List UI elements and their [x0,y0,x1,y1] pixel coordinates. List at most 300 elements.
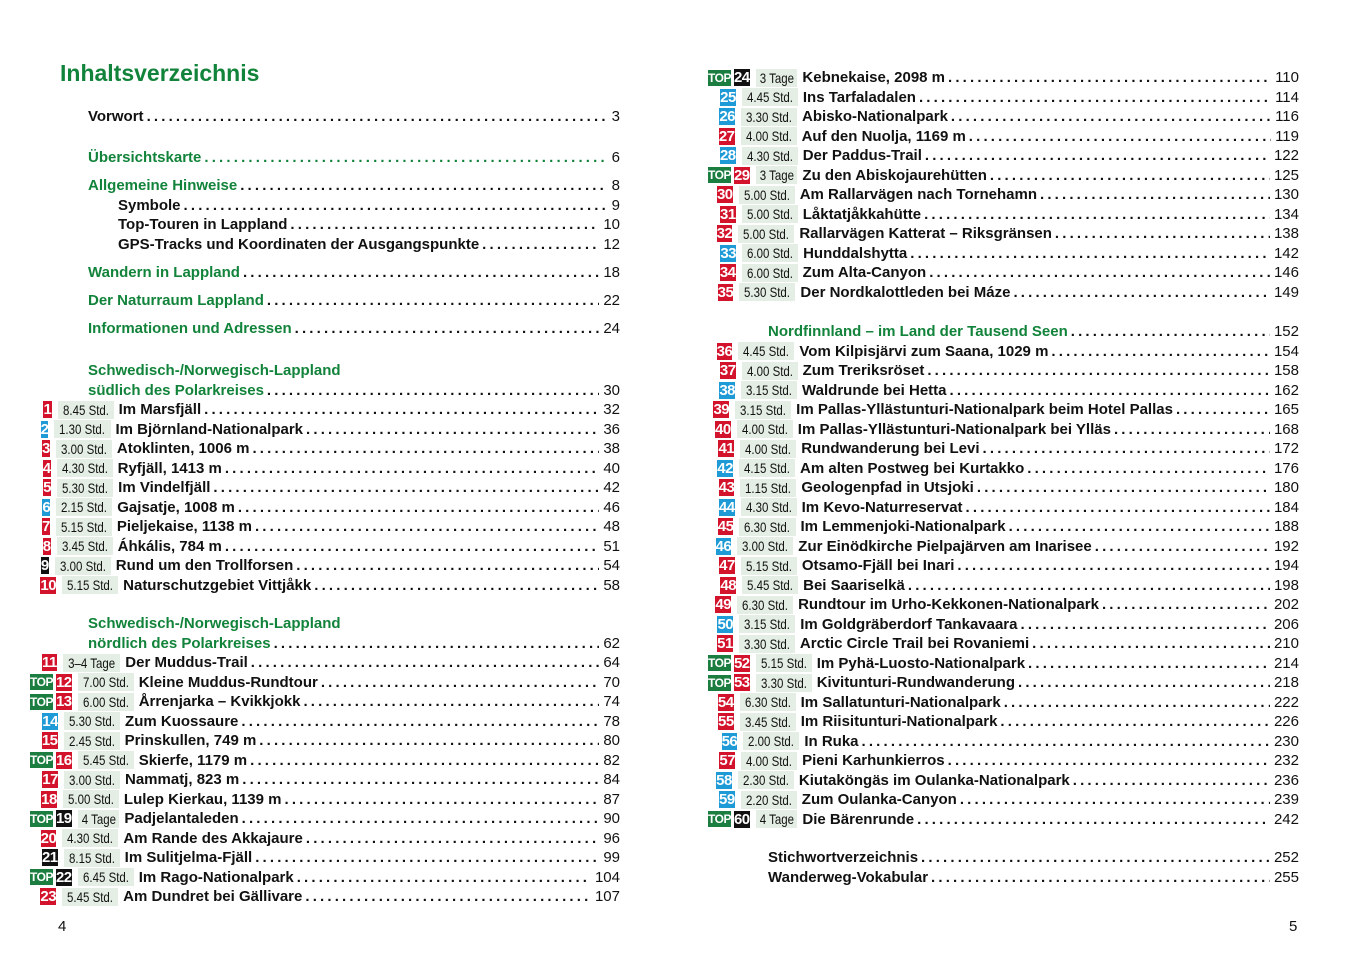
toc-entry-wandern[interactable] [88,263,620,283]
tour-entry-24[interactable] [708,68,1299,88]
entry-title: Stichwortverzeichnis [768,849,919,867]
dot-leader [969,128,1271,145]
entry-title: Vorwort [88,108,144,126]
tour-entry-26[interactable] [708,107,1299,127]
entry-page: 162 [1273,381,1299,399]
duration-text: 5.00 Std. [743,225,790,242]
tour-entry-10[interactable] [30,576,620,596]
entry-page: 222 [1273,693,1299,711]
dot-leader [242,810,600,827]
toc-entry-naturraum[interactable] [88,291,620,311]
top-badge-slot [30,655,39,671]
tour-title: Kleine Muddus-Rundtour [138,673,318,691]
tour-entry-14[interactable] [30,712,620,732]
dot-leader [1073,772,1270,789]
tour-number-badge: 13 [55,693,72,711]
tour-entry-45[interactable] [708,517,1299,537]
duration-text: 2.45 Std. [68,732,115,749]
tour-entry-11[interactable] [30,653,620,673]
tour-number-badge: 52 [733,654,750,672]
tour-title: Ryfjäll, 1413 m [117,459,222,477]
dot-leader [267,382,599,399]
entry-page: 74 [603,693,620,711]
tour-entry-34[interactable] [708,263,1299,283]
tour-title: Låktatjåkkahütte [802,205,922,223]
duration-label [62,829,118,847]
tour-entry-4[interactable] [30,459,620,479]
tour-title: Am Rallarvägen nach Tornehamn [799,186,1037,204]
tour-entry-30[interactable] [708,185,1299,205]
top-badge-slot [30,421,38,437]
duration-text: 5.15 Std. [745,557,792,574]
duration-label [739,283,795,301]
tour-entry-16[interactable] [30,751,620,771]
section-heading-nordfinnland[interactable] [768,322,1299,342]
tour-entry-28[interactable] [708,146,1299,166]
duration-text: 6.30 Std. [742,596,789,613]
tour-number-badge: 15 [41,732,58,750]
tour-number-badge: 47 [719,557,735,575]
dot-leader [948,752,1270,769]
tour-title: Kebnekaise, 2098 m [802,69,946,87]
tour-entry-6[interactable] [30,498,620,518]
dot-leader [321,674,599,691]
duration-text: 3.45 Std. [61,538,108,555]
tour-entry-41[interactable] [708,439,1299,459]
entry-page: 198 [1273,576,1299,594]
entry-page: 10 [603,216,620,234]
entry-page: 110 [1275,69,1299,87]
duration-label [739,635,795,653]
tour-entry-55[interactable] [708,712,1299,732]
tour-number-badge: 40 [715,420,731,438]
tour-list-schweden-nord [708,68,1299,302]
tour-entry-29[interactable] [708,166,1299,186]
tour-number-badge: 41 [718,440,735,458]
tour-entry-56[interactable] [708,732,1299,752]
toc-entry-informationen[interactable] [88,319,620,339]
duration-text: 3.00 Std. [742,538,789,555]
tour-title: Rundwanderung bei Levi [801,440,980,458]
entry-page: 9 [611,196,620,214]
toc-group-index [768,848,1299,887]
duration-label [54,420,110,438]
dot-leader [184,197,608,214]
tour-number-badge: 45 [717,518,734,536]
entry-page: 255 [1273,868,1299,886]
tour-entry-54[interactable] [708,693,1299,713]
top-badge: TOP [708,70,731,85]
dot-leader [297,869,591,886]
tour-number-badge: 14 [42,712,58,730]
top-badge-slot [30,791,38,807]
duration-text: 4.30 Std. [745,499,792,516]
tour-entry-15[interactable] [30,731,620,751]
tour-number-badge: 43 [718,479,735,497]
duration-text: 3 Tage [759,69,794,86]
duration-text: 4 Tage [759,811,794,828]
tour-title: Zum Kuossaure [125,712,239,730]
entry-page: 107 [594,888,620,906]
tour-entry-60[interactable] [708,810,1299,830]
tour-entry-52[interactable] [708,654,1299,674]
toc-entry-vorwort[interactable] [88,107,620,127]
tour-entry-51[interactable] [708,634,1299,654]
tour-entry-50[interactable] [708,615,1299,635]
entry-page: 116 [1275,108,1299,126]
tour-number-badge: 11 [42,654,57,672]
duration-label [738,771,794,789]
section-heading-nord[interactable] [88,614,620,653]
tour-title: Im Pyhä-Luosto-Nationalpark [816,654,1026,672]
dot-leader [306,830,599,847]
tour-number-badge: 9 [40,557,49,575]
tour-entry-20[interactable] [30,829,620,849]
entry-page: 90 [603,810,620,828]
tour-entry-23[interactable] [30,887,620,907]
tour-entry-18[interactable] [30,790,620,810]
dot-leader [951,108,1271,125]
duration-label [58,401,114,419]
top-badge: TOP [30,675,53,690]
duration-label [738,342,794,360]
tour-number-badge: 23 [40,888,57,906]
dot-leader [1018,674,1270,691]
tour-title: Am Dundret bei Gällivare [123,888,303,906]
duration-label [741,108,797,126]
tour-title: Im Sallatunturi-Nationalpark [800,693,1001,711]
entry-page: 142 [1273,244,1299,262]
duration-text: 5.00 Std. [746,206,793,223]
toc-group-allgemeine-hinweise [88,176,620,254]
tour-number-badge: 29 [733,166,750,184]
tour-number-badge: 12 [55,673,72,691]
top-badge-slot [30,772,39,788]
tour-title: Im Sulitjelma-Fjäll [124,849,253,867]
tour-entry-8[interactable] [30,537,620,557]
tour-entry-46[interactable] [708,537,1299,557]
toc-entry[interactable] [768,868,1299,888]
duration-text: 5.15 Std. [67,577,114,594]
tour-title: Im Riisitunturi-Nationalpark [800,713,998,731]
top-badge-slot [708,382,716,398]
tour-entry-48[interactable] [708,576,1299,596]
dot-leader [296,557,599,574]
duration-label [56,518,112,536]
tour-entry-32[interactable] [708,224,1299,244]
tour-entry-43[interactable] [708,478,1299,498]
tour-entry-1[interactable] [30,400,620,420]
entry-page: 87 [603,790,620,808]
dot-leader [862,733,1270,750]
top-badge-slot [708,128,716,144]
entry-page: 84 [603,771,620,789]
dot-leader [255,849,599,866]
tour-entry-25[interactable] [708,88,1299,108]
duration-text: 4.00 Std. [745,128,792,145]
tour-entry-37[interactable] [708,361,1299,381]
page-title: Inhaltsverzeichnis [60,60,260,86]
tour-entry-42[interactable] [708,459,1299,479]
duration-text: 3.15 Std. [746,382,793,399]
toc-entry[interactable] [88,215,620,235]
duration-label [741,127,797,145]
dot-leader [931,869,1270,886]
dot-leader [225,538,599,555]
duration-text: 3–4 Tage [68,654,116,671]
duration-text: 4.00 Std. [746,362,793,379]
top-badge-slot [708,753,716,769]
tour-entry-9[interactable] [30,556,620,576]
dot-leader [241,713,599,730]
entry-page: 218 [1273,674,1299,692]
top-badge: TOP [30,870,53,885]
tour-title: Im Marsfjäll [118,401,202,419]
dot-leader [267,292,599,309]
tour-entry-33[interactable] [708,244,1299,264]
tour-title: Zum Treriksröset [802,362,925,380]
duration-text: 1.30 Std. [59,421,106,438]
tour-entry-2[interactable] [30,420,620,440]
entry-page: 194 [1273,557,1299,575]
dot-leader [240,177,607,194]
top-badge-slot [708,519,715,535]
dot-leader [243,264,599,281]
tour-list-nord [30,653,620,907]
top-badge-slot [30,713,39,729]
tour-number-badge: 1 [43,401,52,419]
duration-text: 4.00 Std. [746,752,793,769]
tour-title: Zur Einödkirche Pielpajärven am Inarisee [798,537,1092,555]
entry-page: 242 [1273,810,1299,828]
duration-label [741,381,797,399]
tour-entry-49[interactable] [708,595,1299,615]
duration-text: 8.15 Std. [68,849,115,866]
tour-title: Lulep Kierkau, 1139 m [123,790,282,808]
duration-text: 4.30 Std. [61,460,108,477]
tour-title: Áhkális, 784 m [117,537,222,555]
top-badge-slot [708,421,712,437]
duration-label [756,69,798,87]
top-badge: TOP [30,694,53,709]
tour-entry-38[interactable] [708,381,1299,401]
duration-label [738,225,794,243]
top-badge-slot [708,206,717,222]
top-badge-slot [30,538,40,554]
tour-entry-12[interactable] [30,673,620,693]
tour-title: Skierfe, 1179 m [138,751,248,769]
dot-leader [252,440,599,457]
tour-entry-36[interactable] [708,342,1299,362]
top-badge-slot [708,694,715,710]
tour-entry-59[interactable] [708,790,1299,810]
entry-page: 158 [1273,362,1299,380]
dot-leader [977,479,1270,496]
toc-entry[interactable] [88,196,620,216]
duration-text: 3.30 Std. [743,635,790,652]
entry-title: Wanderweg-Vokabular [768,868,929,886]
duration-text: 5.15 Std. [60,518,107,535]
duration-label [739,518,795,536]
duration-text: 3.30 Std. [746,108,793,125]
entry-title: Der Naturraum Lappland [88,292,264,310]
tour-number-badge: 39 [713,401,730,419]
tour-entry-5[interactable] [30,478,620,498]
entry-page: 24 [603,320,620,338]
entry-page: 114 [1275,88,1299,106]
entry-page: 36 [603,420,620,438]
tour-number-badge: 33 [720,244,737,262]
dot-leader [213,479,599,496]
tour-entry-21[interactable] [30,848,620,868]
top-badge-slot [708,792,716,808]
tour-title: Kivitunturi-Rundwanderung [816,674,1015,692]
top-badge: TOP [708,812,731,827]
entry-title: Symbole [118,196,181,214]
tour-entry-40[interactable] [708,420,1299,440]
duration-label [64,732,120,750]
dot-leader [957,557,1270,574]
section-heading-sued[interactable] [88,361,620,400]
tour-entry-22[interactable] [30,868,620,888]
entry-page: 8 [611,177,620,195]
page-number-left: 4 [58,918,67,935]
tour-number-badge: 16 [55,751,72,769]
duration-label [740,440,796,458]
dot-leader [1102,596,1270,613]
entry-page: 232 [1273,752,1299,770]
duration-text: 5.00 Std. [67,791,114,808]
duration-text: 4.45 Std. [746,89,793,106]
tour-title: Zu den Abiskojaurehütten [802,166,987,184]
dot-leader [1004,694,1270,711]
tour-entry-3[interactable] [30,439,620,459]
dot-leader [284,791,599,808]
dot-leader [1114,421,1270,438]
dot-leader [1027,460,1270,477]
dot-leader [908,577,1270,594]
toc-entry-uebersichtskarte[interactable] [88,148,620,168]
tour-title: Im Vindelfjäll [118,479,211,497]
toc-entry[interactable] [88,235,620,255]
entry-page: 130 [1273,186,1299,204]
duration-label [78,868,134,886]
duration-label [742,264,798,282]
duration-text: 5.30 Std. [744,284,791,301]
tour-title: Rallarvägen Katterat – Riksgränsen [799,225,1052,243]
dot-leader [910,245,1270,262]
entry-page: 168 [1273,420,1299,438]
dot-leader [927,362,1270,379]
top-badge-slot [30,850,39,866]
entry-title: Übersichtskarte [88,149,202,167]
tour-number-badge: 58 [716,771,732,789]
dot-leader [306,421,599,438]
toc-entry[interactable] [88,176,620,196]
tour-title: Im Lemmenjoki-Nationalpark [800,518,1006,536]
duration-label [741,791,797,809]
section-line2: südlich des Polarkreises [88,381,264,399]
tour-entry-53[interactable] [708,673,1299,693]
tour-title: Der Nordkalottleden bei Máze [800,283,1011,301]
entry-page: 176 [1273,459,1299,477]
top-badge-slot [708,636,714,652]
top-badge-slot [708,558,716,574]
toc-entry[interactable] [768,848,1299,868]
tour-entry-31[interactable] [708,205,1299,225]
tour-entry-27[interactable] [708,127,1299,147]
entry-page: 48 [603,518,620,536]
tour-number-badge: 25 [720,88,736,106]
tour-entry-35[interactable] [708,283,1299,303]
entry-page: 78 [603,712,620,730]
dot-leader [921,849,1270,866]
tour-entry-39[interactable] [708,400,1299,420]
duration-text: 6.00 Std. [82,693,129,710]
entry-page: 184 [1273,498,1299,516]
duration-text: 4.00 Std. [745,440,792,457]
duration-text: 2.15 Std. [61,499,108,516]
tour-number-badge: 6 [42,498,51,516]
dot-leader [1071,323,1270,340]
duration-label [737,596,793,614]
duration-text: 4 Tage [81,810,116,827]
tour-entry-13[interactable] [30,692,620,712]
top-badge-slot [708,89,717,105]
duration-text: 2.20 Std. [745,791,792,808]
tour-entry-57[interactable] [708,751,1299,771]
dot-leader [917,811,1270,828]
duration-text: 1.15 Std. [745,479,792,496]
tour-number-badge: 34 [719,264,736,282]
tour-entry-58[interactable] [708,771,1299,791]
dot-leader [242,771,599,788]
tour-title: Padjelantaleden [124,810,239,828]
dot-leader [314,577,599,594]
entry-page: 6 [611,149,620,167]
duration-label [739,459,795,477]
tour-entry-7[interactable] [30,517,620,537]
entry-page: 3 [611,108,620,126]
top-badge-slot [708,714,715,730]
entry-title: Allgemeine Hinweise [88,177,238,195]
tour-entry-17[interactable] [30,770,620,790]
entry-page: 82 [603,751,620,769]
tour-entry-19[interactable] [30,809,620,829]
tour-title: Im Rago-Nationalpark [138,868,294,886]
top-badge-slot [708,343,714,359]
tour-entry-47[interactable] [708,556,1299,576]
entry-page: 202 [1273,596,1299,614]
dot-leader [305,888,591,905]
tour-title: Vom Kilpisjärvi zum Saana, 1029 m [799,342,1049,360]
duration-text: 4.30 Std. [746,147,793,164]
tour-number-badge: 44 [718,498,735,516]
entry-page: 122 [1273,147,1299,165]
top-badge-slot [30,889,37,905]
tour-title: Årrenjarka – Kvikkjokk [138,693,301,711]
dot-leader [919,89,1271,106]
duration-text: 4.30 Std. [67,830,114,847]
tour-entry-44[interactable] [708,498,1299,518]
top-badge-slot [708,616,714,632]
duration-label [78,673,134,691]
top-badge-slot [30,441,39,457]
entry-page: 230 [1273,732,1299,750]
tour-title: Gajsatje, 1008 m [117,498,235,516]
entry-page: 192 [1273,537,1299,555]
duration-label [64,771,120,789]
